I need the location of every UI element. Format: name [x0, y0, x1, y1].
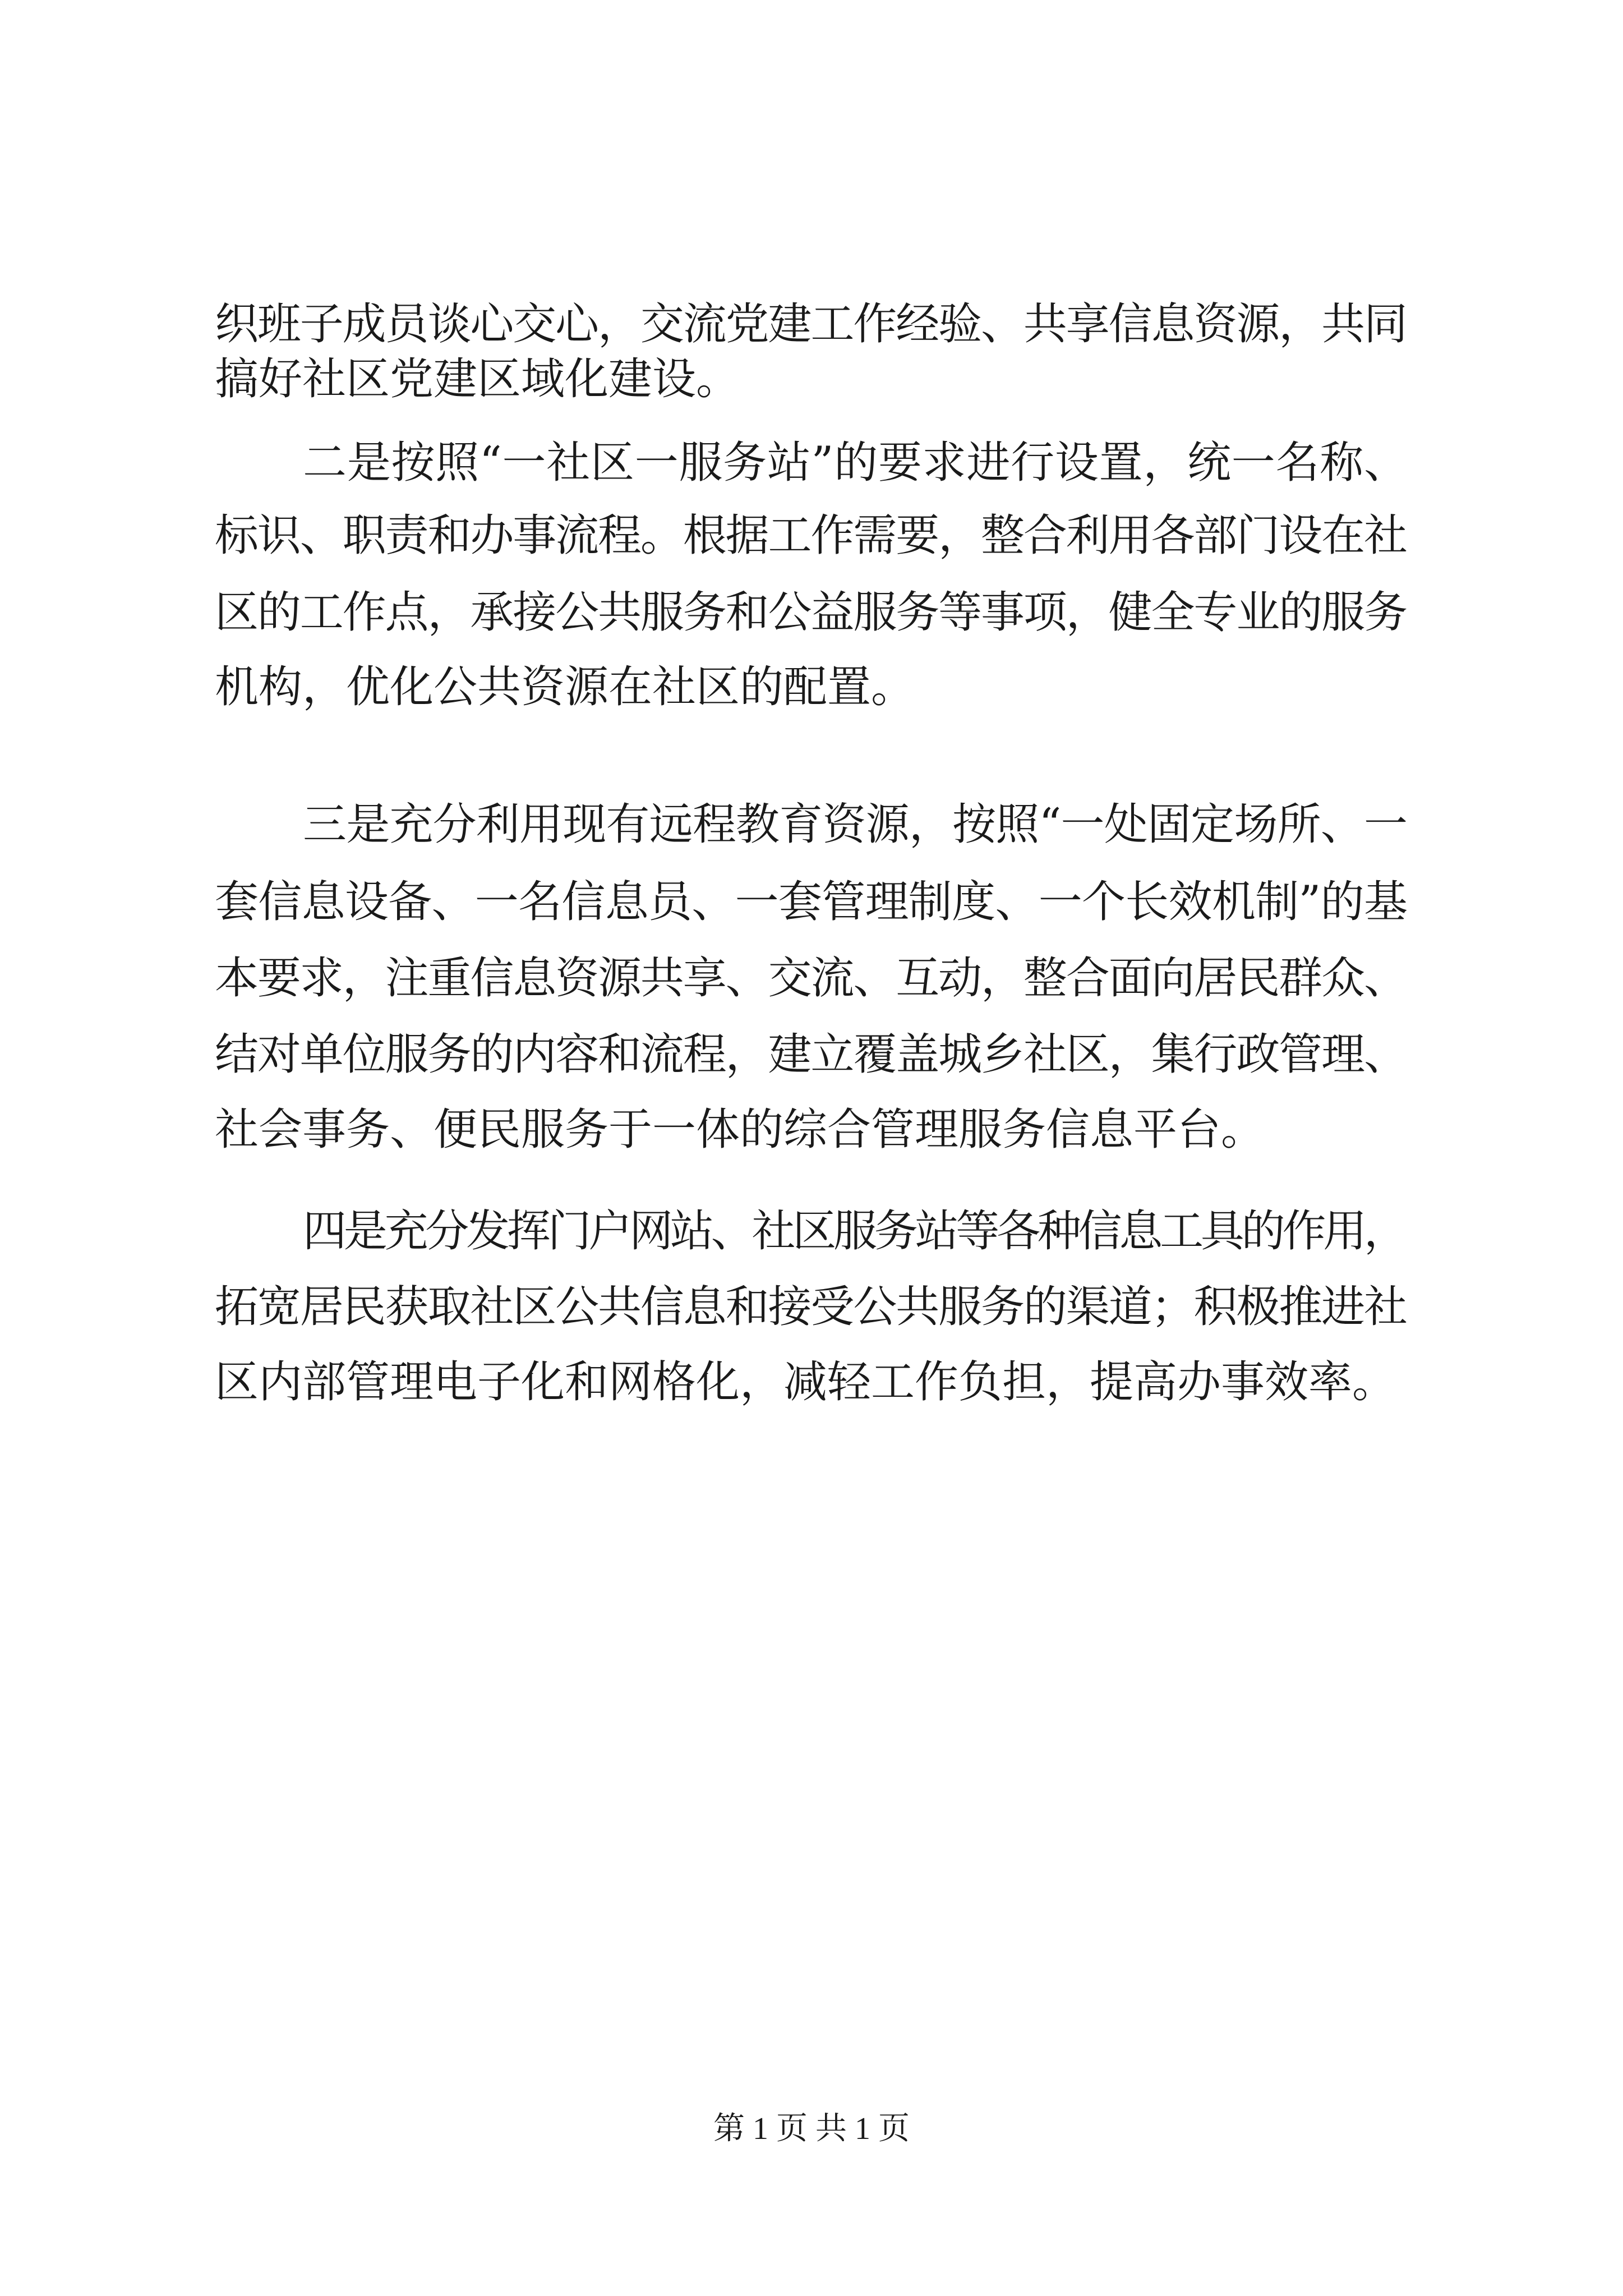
- paragraph-4-first-line: 四是充分发挥门户网站、社区服务站等各种信息工具的作用，: [303, 1206, 1405, 1257]
- text-line: 本要求，注重信息资源共享、交流、互动，整合面向居民群众、: [215, 953, 1407, 1004]
- paragraph-3-first-line: 三是充分利用现有远程教育资源，按照“一处固定场所、一: [303, 799, 1408, 850]
- text-line: 织班子成员谈心交心，交流党建工作经验、共享信息资源，共同: [215, 299, 1407, 349]
- text-line: 机构，优化公共资源在社区的配置。: [215, 662, 915, 712]
- text-line: 社会事务、便民服务于一体的综合管理服务信息平台。: [215, 1105, 1265, 1155]
- text-line: 套信息设备、一名信息员、一套管理制度、一个长效机制”的基: [215, 877, 1408, 927]
- text-line: 区的工作点，承接公共服务和公益服务等事项，健全专业的服务: [215, 587, 1407, 638]
- text-line: 标识、职责和办事流程。根据工作需要，整合利用各部门设在社: [215, 510, 1407, 561]
- page-number-label: 第 1 页 共 1 页: [713, 2111, 910, 2146]
- text-line: 拓宽居民获取社区公共信息和接受公共服务的渠道；积极推进社: [215, 1282, 1407, 1332]
- text-line: 搞好社区党建区域化建设。: [215, 354, 740, 404]
- paragraph-2-first-line: 二是按照“一社区一服务站”的要求进行设置，统一名称、: [303, 438, 1408, 488]
- page-footer: [0, 2109, 1623, 2148]
- text-line: 结对单位服务的内容和流程，建立覆盖城乡社区，集行政管理、: [215, 1029, 1407, 1080]
- text-line: 区内部管理电子化和网格化，减轻工作负担，提高办事效率。: [215, 1357, 1396, 1407]
